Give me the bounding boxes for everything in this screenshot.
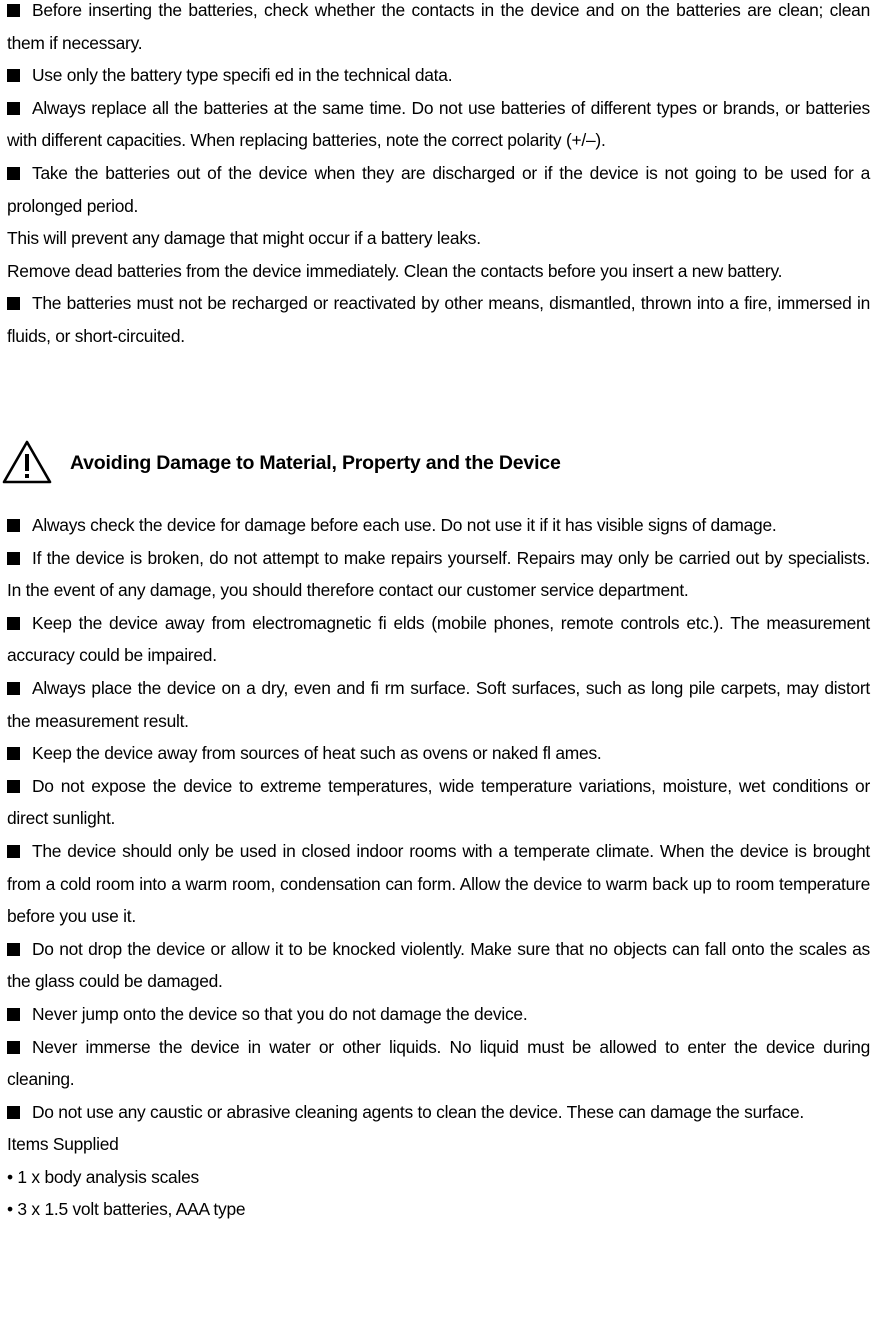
list-item: [7, 157, 870, 222]
list-item-text: The batteries must not be recharged or reactivated by other means, dismantled, thrown into a fire, immersed in fluids, or short-circuited.: [7, 293, 870, 346]
square-bullet-icon: [7, 297, 20, 310]
list-item: [7, 222, 870, 255]
list-item-text: Always check the device for damage before each use. Do not use it if it has visible signs of damage.: [32, 515, 777, 535]
section-heading: Avoiding Damage to Material, Property and the Device: [70, 452, 561, 474]
list-item: [7, 509, 870, 542]
list-item-text: Do not use any caustic or abrasive cleaning agents to clean the device. These can damage the surface.: [32, 1101, 804, 1122]
list-item-text: The device should only be used in closed indoor rooms with a temperate climate. When the device is brought from a cold room into a warm room, condensation can form. Allow the device to warm back up to room temperature before you use it.: [7, 840, 870, 927]
list-item: [7, 1161, 870, 1194]
list-item: [7, 1031, 870, 1096]
list-item: [7, 255, 870, 288]
square-bullet-icon: [7, 552, 20, 565]
list-item-text: Do not expose the device to extreme temperatures, wide temperature variations, moisture, wet conditions or direct sunlight.: [7, 775, 870, 829]
square-bullet-icon: [7, 519, 20, 532]
list-item: [7, 542, 870, 607]
list-item-text: If the device is broken, do not attempt to make repairs yourself. Repairs may only be carried out by specialists. In the event of any damage, you should therefore contact our customer service department.: [7, 547, 870, 601]
square-bullet-icon: [7, 69, 20, 82]
list-item: [7, 607, 870, 672]
list-item: [7, 0, 870, 59]
square-bullet-icon: [7, 4, 20, 17]
list-item: [7, 737, 870, 770]
list-item: [7, 92, 870, 157]
list-item-text: Take the batteries out of the device when they are discharged or if the device is not going to be used for a prolonged period.: [7, 162, 870, 216]
square-bullet-icon: [7, 747, 20, 760]
list-item: [7, 1128, 870, 1161]
list-item-text: Use only the battery type specifi ed in the technical data.: [32, 65, 453, 86]
square-bullet-icon: [7, 780, 20, 793]
square-bullet-icon: [7, 1041, 20, 1054]
list-item-text: Remove dead batteries from the device immediately. Clean the contacts before you insert a new battery.: [7, 260, 783, 281]
square-bullet-icon: [7, 1106, 20, 1119]
list-item-text: Never jump onto the device so that you do not damage the device.: [32, 1003, 528, 1024]
list-item-text: Never immerse the device in water or other liquids. No liquid must be allowed to enter the device during cleaning.: [7, 1036, 870, 1090]
square-bullet-icon: [7, 617, 20, 630]
square-bullet-icon: [7, 845, 20, 858]
list-item: [7, 1096, 870, 1129]
list-item-text: • 3 x 1.5 volt batteries, AAA type: [7, 1199, 246, 1220]
list-item-text: Keep the device away from sources of heat such as ovens or naked fl ames.: [32, 743, 602, 764]
square-bullet-icon: [7, 943, 20, 956]
square-bullet-icon: [7, 102, 20, 115]
list-item: [7, 287, 870, 352]
list-item-text: • 1 x body analysis scales: [7, 1166, 199, 1187]
square-bullet-icon: [7, 682, 20, 695]
list-item-text: Items Supplied: [7, 1134, 119, 1155]
list-item-text: This will prevent any damage that might occur if a battery leaks.: [7, 228, 481, 249]
damage-prevention-list: [7, 509, 870, 1226]
battery-safety-list: [7, 0, 870, 353]
list-item: [7, 59, 870, 92]
list-item-text: Do not drop the device or allow it to be knocked violently. Make sure that no objects can fall onto the scales as the glass could be damaged.: [7, 938, 870, 992]
warning-triangle-icon: [2, 439, 52, 485]
list-item: [7, 770, 870, 835]
list-item: [7, 998, 870, 1031]
square-bullet-icon: [7, 167, 20, 180]
list-item: [7, 835, 870, 933]
list-item-text: Always replace all the batteries at the same time. Do not use batteries of different types or brands, or batteries with different capacities. When replacing batteries, note the correct polarity (+/–).: [7, 97, 870, 151]
list-item-text: Always place the device on a dry, even and fi rm surface. Soft surfaces, such as long pile carpets, may distort the measurement result.: [7, 677, 870, 731]
list-item-text: Before inserting the batteries, check whether the contacts in the device and on the batteries are clean; clean them if necessary.: [7, 0, 870, 53]
list-item: [7, 933, 870, 998]
list-item: [7, 1193, 870, 1226]
list-item-text: Keep the device away from electromagnetic fi elds (mobile phones, remote controls etc.). The measurement accuracy could be impaired.: [7, 612, 870, 666]
square-bullet-icon: [7, 1008, 20, 1021]
list-item: [7, 672, 870, 737]
